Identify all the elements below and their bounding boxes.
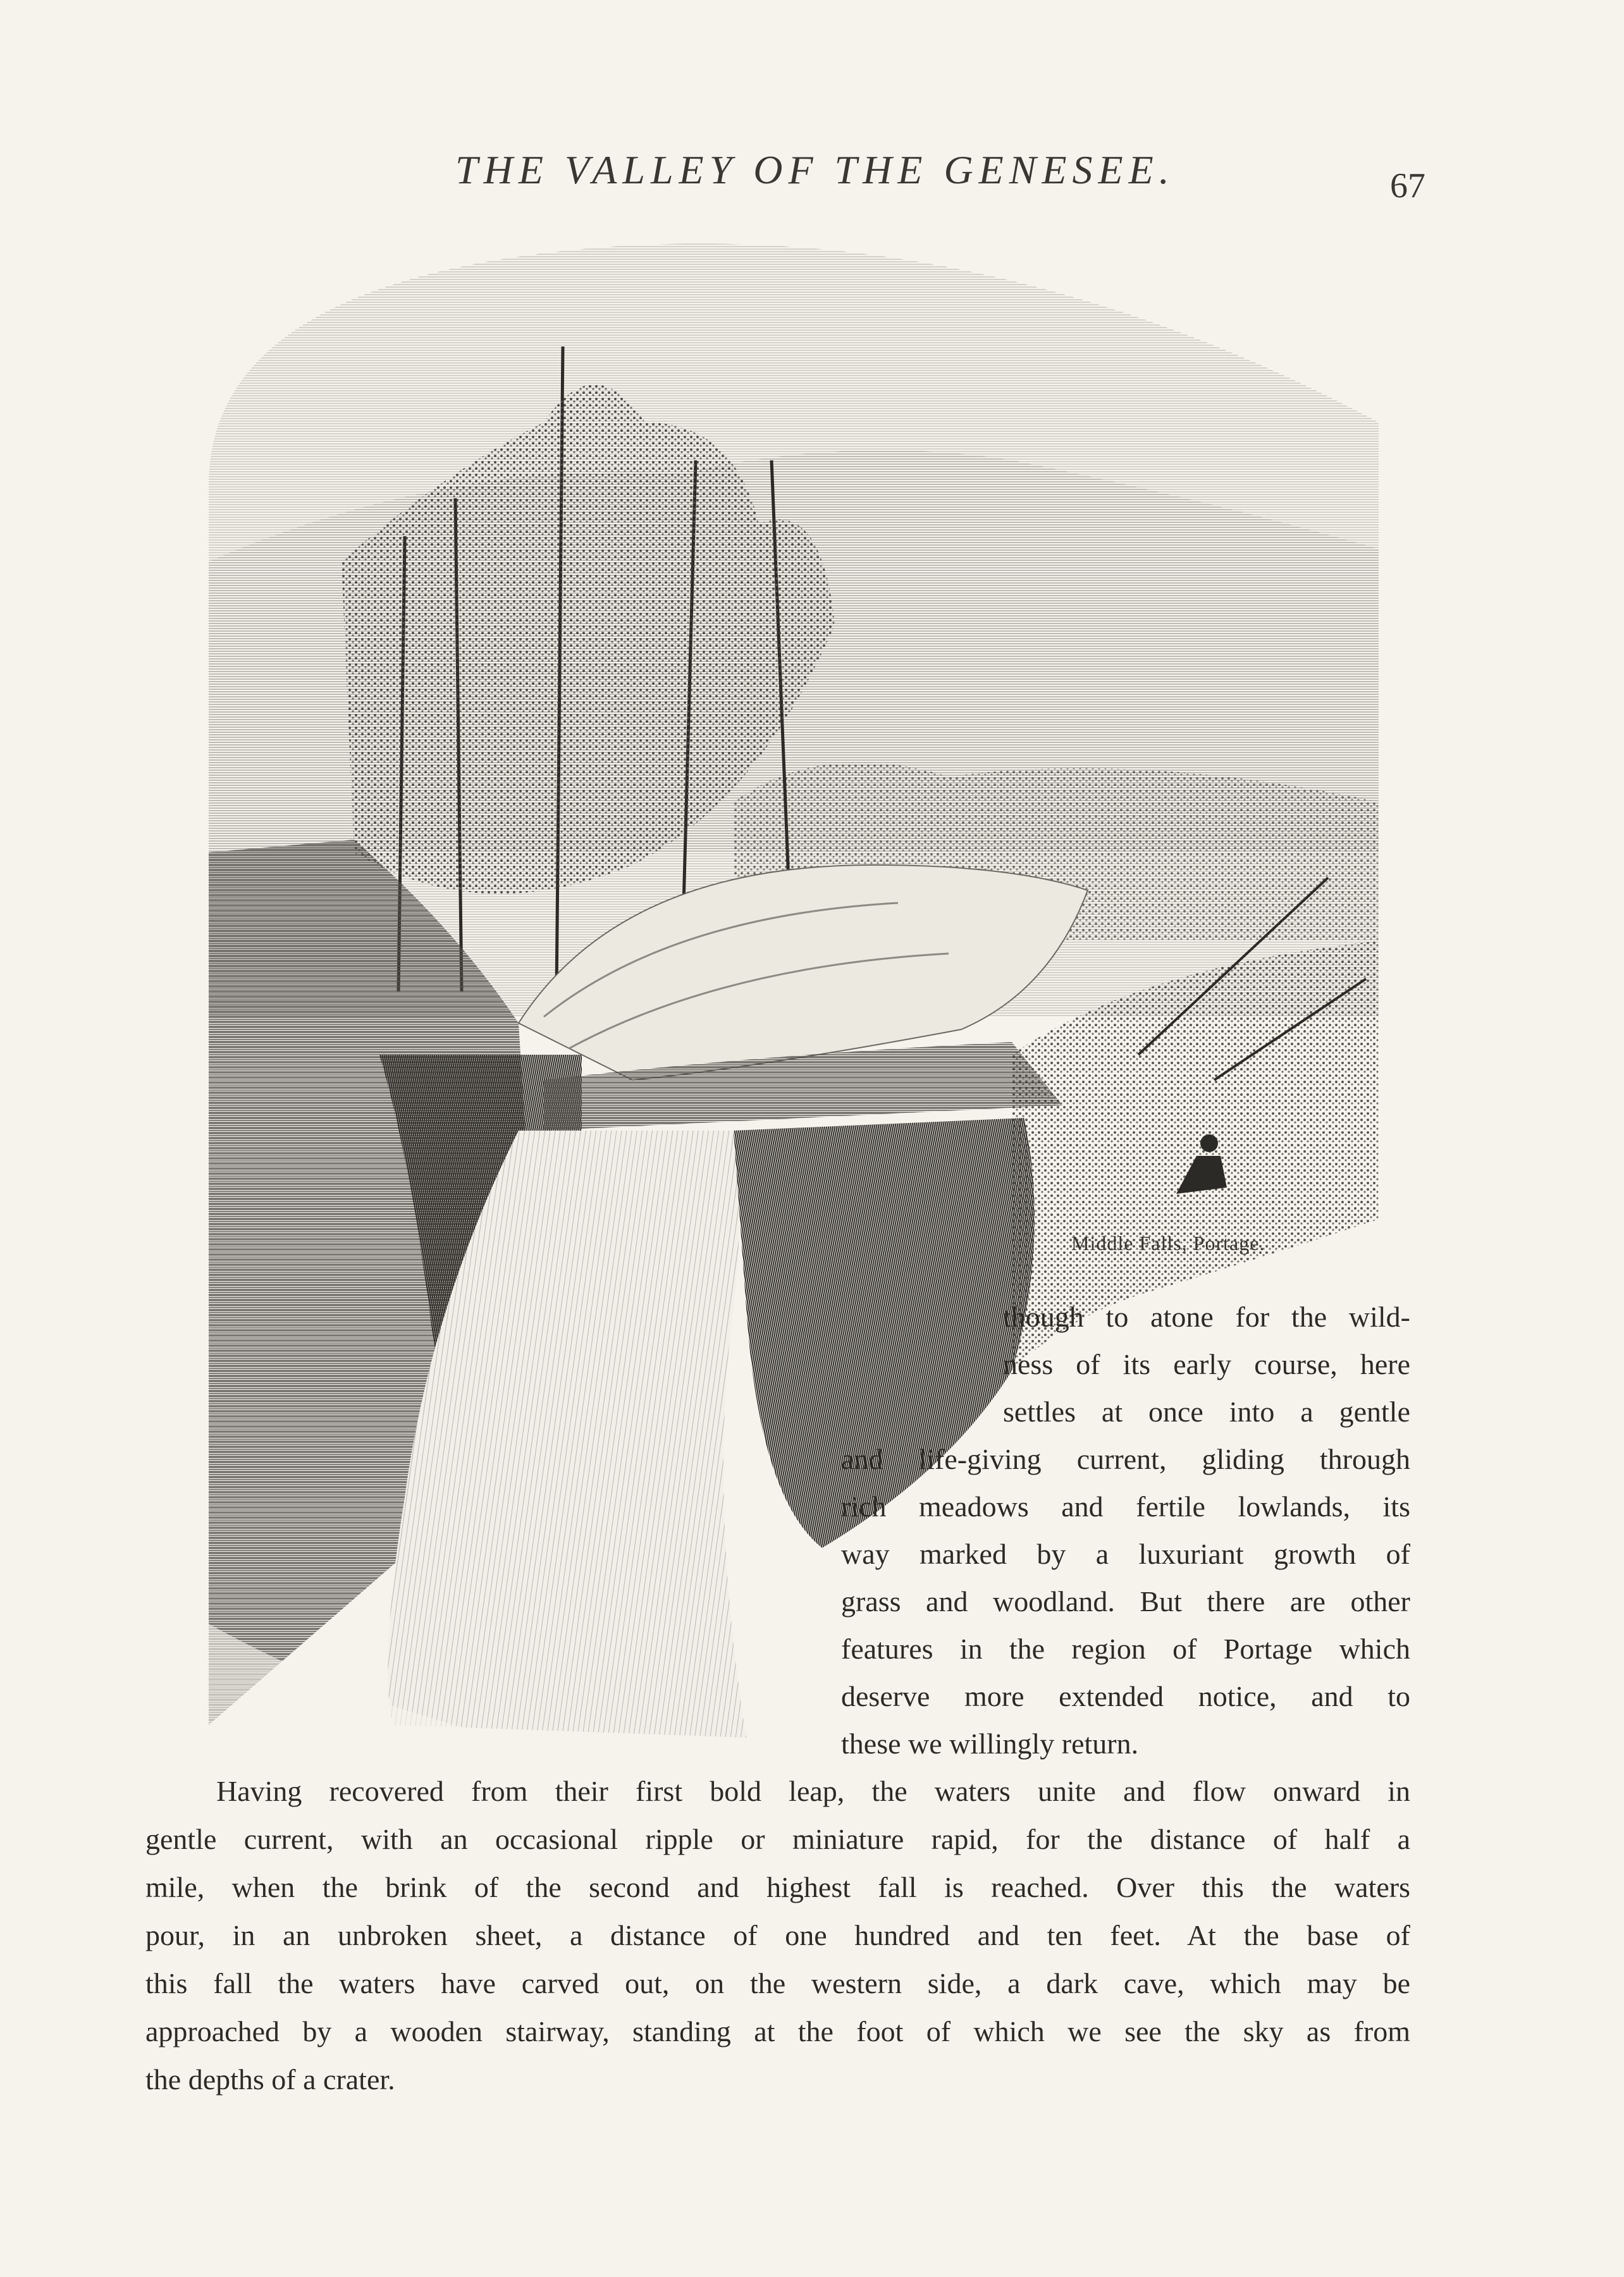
paragraph-line: gentle current, with an occasional ripple or miniature rapid, for the distance of half a	[145, 1823, 1410, 1855]
illustration-caption: Middle Falls, Portage.	[1071, 1232, 1265, 1255]
wrapped-text-line: ness of its early course, here	[1003, 1348, 1410, 1380]
wrapped-text-line: deserve more extended notice, and to	[841, 1680, 1410, 1712]
paragraph-line: the depths of a crater.	[145, 2063, 395, 2096]
running-head: THE VALLEY OF THE GENESEE.	[455, 147, 1175, 192]
page-number: 67	[1390, 166, 1425, 206]
wrapped-text-line: though to atone for the wild-	[1003, 1301, 1410, 1333]
wrapped-text-line: these we willingly return.	[841, 1728, 1139, 1760]
waterfall-engraving	[190, 233, 1404, 1750]
paragraph-line: approached by a wooden stairway, standing at the foot of which we see the sky as from	[145, 2015, 1410, 2047]
wrapped-text-line: grass and woodland. But there are other	[841, 1585, 1410, 1617]
wrapped-text-line: and life-giving current, gliding through	[841, 1443, 1410, 1475]
wrapped-text-line: settles at once into a gentle	[1003, 1396, 1410, 1428]
wrapped-text-line: rich meadows and fertile lowlands, its	[841, 1490, 1410, 1523]
paragraph-line: Having recovered from their first bold leap, the waters unite and flow onward in	[216, 1775, 1410, 1807]
paragraph-line: mile, when the brink of the second and highest fall is reached. Over this the waters	[145, 1871, 1410, 1903]
paragraph-line: pour, in an unbroken sheet, a distance of one hundred and ten feet. At the base of	[145, 1919, 1410, 1951]
wrapped-text-line: features in the region of Portage which	[841, 1633, 1410, 1665]
paragraph-line: this fall the waters have carved out, on the western side, a dark cave, which may be	[145, 1967, 1410, 1999]
wrapped-text-line: way marked by a luxuriant growth of	[841, 1538, 1410, 1570]
